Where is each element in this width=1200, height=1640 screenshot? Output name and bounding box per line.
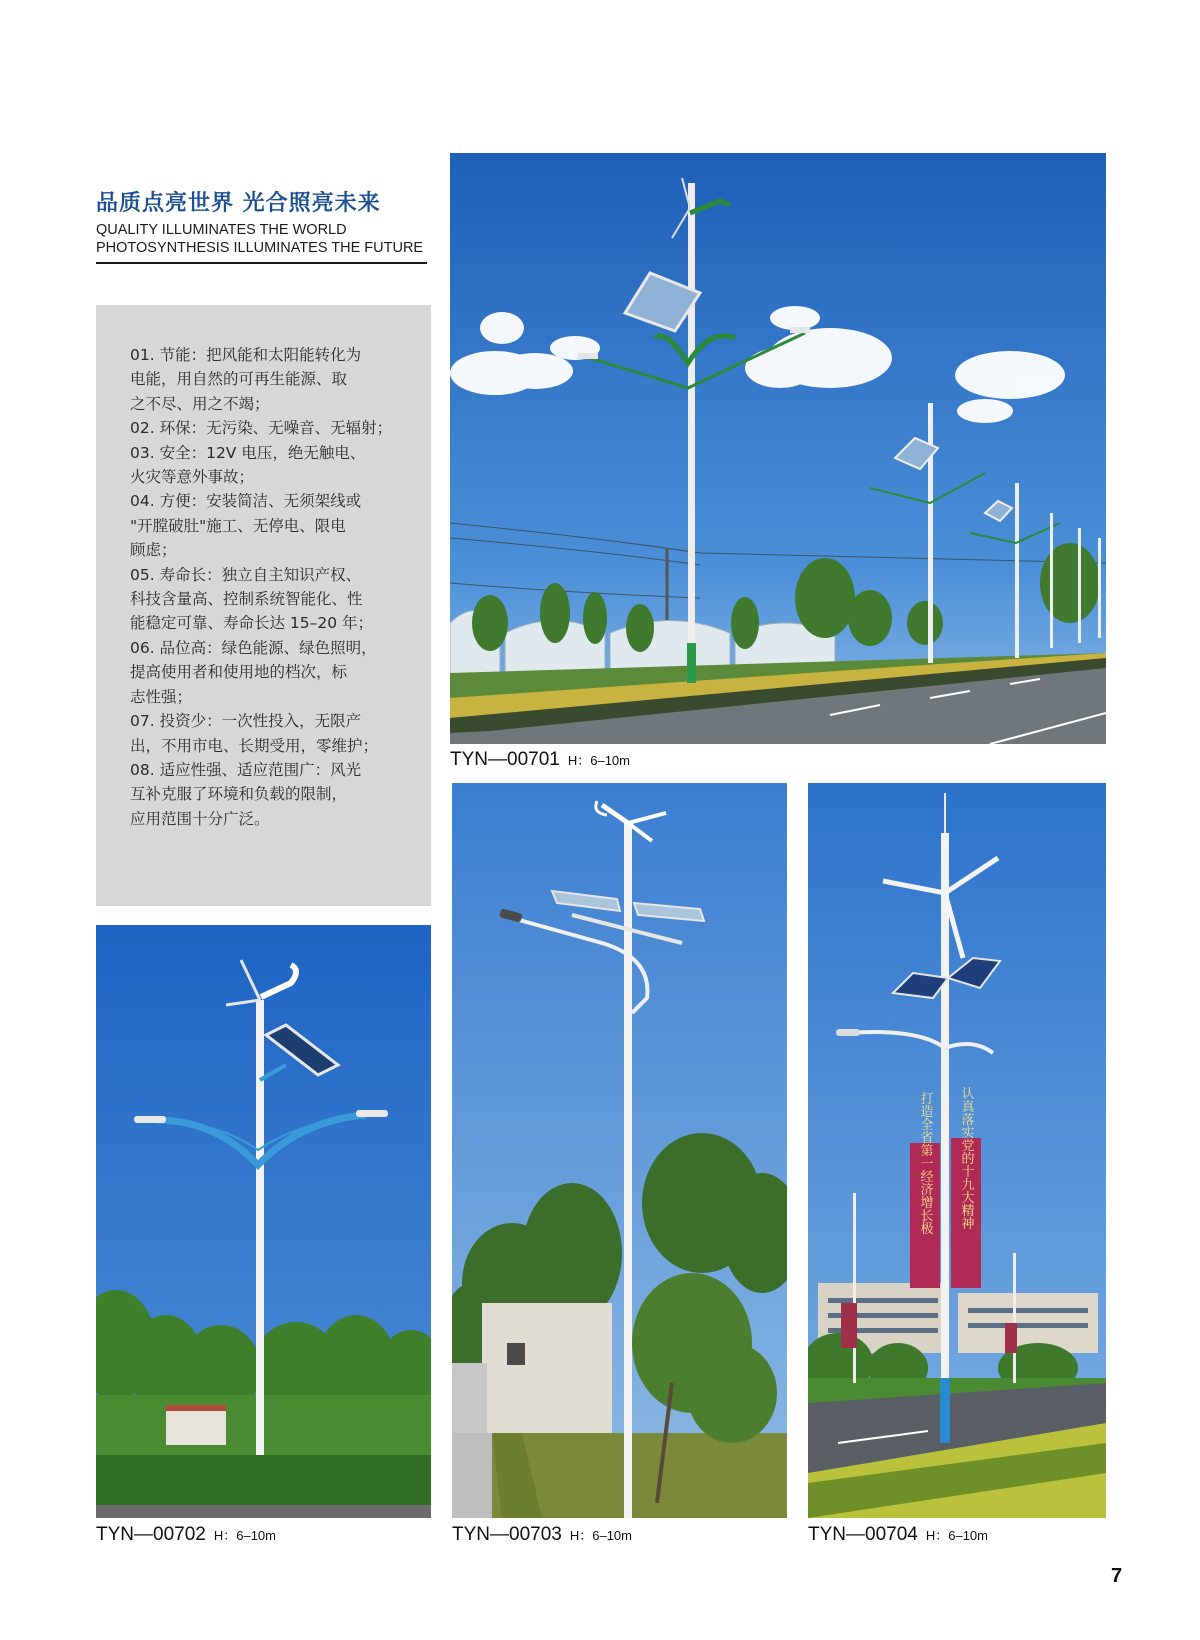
product-photo-tyn-00702 <box>96 925 431 1518</box>
page-subtitle <box>96 221 423 257</box>
product-caption-tyn-00703 <box>452 1524 632 1546</box>
product-caption-tyn-00702 <box>96 1524 276 1546</box>
page-title: 品质点亮世界 光合照亮未来 <box>96 191 381 216</box>
banner-left-text: 打造全省第一经济增长极 <box>917 1091 933 1235</box>
feature-line: 科技含量高、控制系统智能化、性 <box>130 590 363 609</box>
product-model: TYN—00702 <box>96 1524 206 1545</box>
feature-line: 之不尽、用之不竭； <box>130 394 270 413</box>
feature-line: 提高使用者和使用地的档次，标 <box>130 663 348 682</box>
feature-line: 07. 投资少：一次性投入，无限产 <box>130 712 362 731</box>
feature-line: 06. 品位高：绿色能源、绿色照明， <box>130 638 377 657</box>
feature-line: 能稳定可靠、寿命长达 15–20 年； <box>130 614 374 633</box>
product-photo-tyn-00703 <box>452 783 787 1518</box>
product-model: TYN—00703 <box>452 1524 562 1545</box>
feature-line: 02. 环保：无污染、无噪音、无辐射； <box>130 419 393 438</box>
feature-line: 出，不用市电、长期受用，零维护； <box>130 736 379 755</box>
feature-line: 应用范围十分广泛。 <box>130 809 270 828</box>
subtitle-line-2: PHOTOSYNTHESIS ILLUMINATES THE FUTURE <box>96 240 424 256</box>
product-height: H：6–10m <box>213 1528 276 1543</box>
features-list <box>130 343 405 831</box>
feature-line: 电能，用自然的可再生能源、取 <box>130 370 348 389</box>
feature-line: 05. 寿命长：独立自主知识产权、 <box>130 565 362 584</box>
feature-line: 火灾等意外事故； <box>130 468 255 487</box>
feature-line: 01. 节能：把风能和太阳能转化为 <box>130 346 362 364</box>
feature-line: 顾虑； <box>130 541 177 560</box>
feature-line: 志性强； <box>130 687 193 706</box>
product-photo-tyn-00704 <box>808 783 1106 1518</box>
product-height: H：6–10m <box>567 753 630 768</box>
product-photo-tyn-00701 <box>450 153 1106 744</box>
product-height: H：6–10m <box>925 1528 988 1543</box>
product-caption-tyn-00701 <box>450 749 630 771</box>
product-model: TYN—00701 <box>450 749 560 770</box>
feature-line: 互补克服了环境和负载的限制， <box>130 785 348 804</box>
header-divider <box>96 262 427 264</box>
banner-right-text: 认真落实党的十九大精神 <box>958 1086 974 1230</box>
features-panel <box>96 305 431 906</box>
feature-line: 08. 适应性强、适应范围广：风光 <box>130 760 362 779</box>
page-number: 7 <box>1111 1565 1123 1587</box>
feature-line: "开膛破肚"施工、无停电、限电 <box>130 516 346 535</box>
subtitle-line-1: QUALITY ILLUMINATES THE WORLD <box>96 222 347 238</box>
product-caption-tyn-00704 <box>808 1524 988 1546</box>
product-height: H：6–10m <box>569 1528 632 1543</box>
product-model: TYN—00704 <box>808 1524 918 1545</box>
feature-line: 04. 方便：安装简洁、无须架线或 <box>130 492 362 511</box>
feature-line: 03. 安全：12V 电压，绝无触电、 <box>130 443 366 462</box>
